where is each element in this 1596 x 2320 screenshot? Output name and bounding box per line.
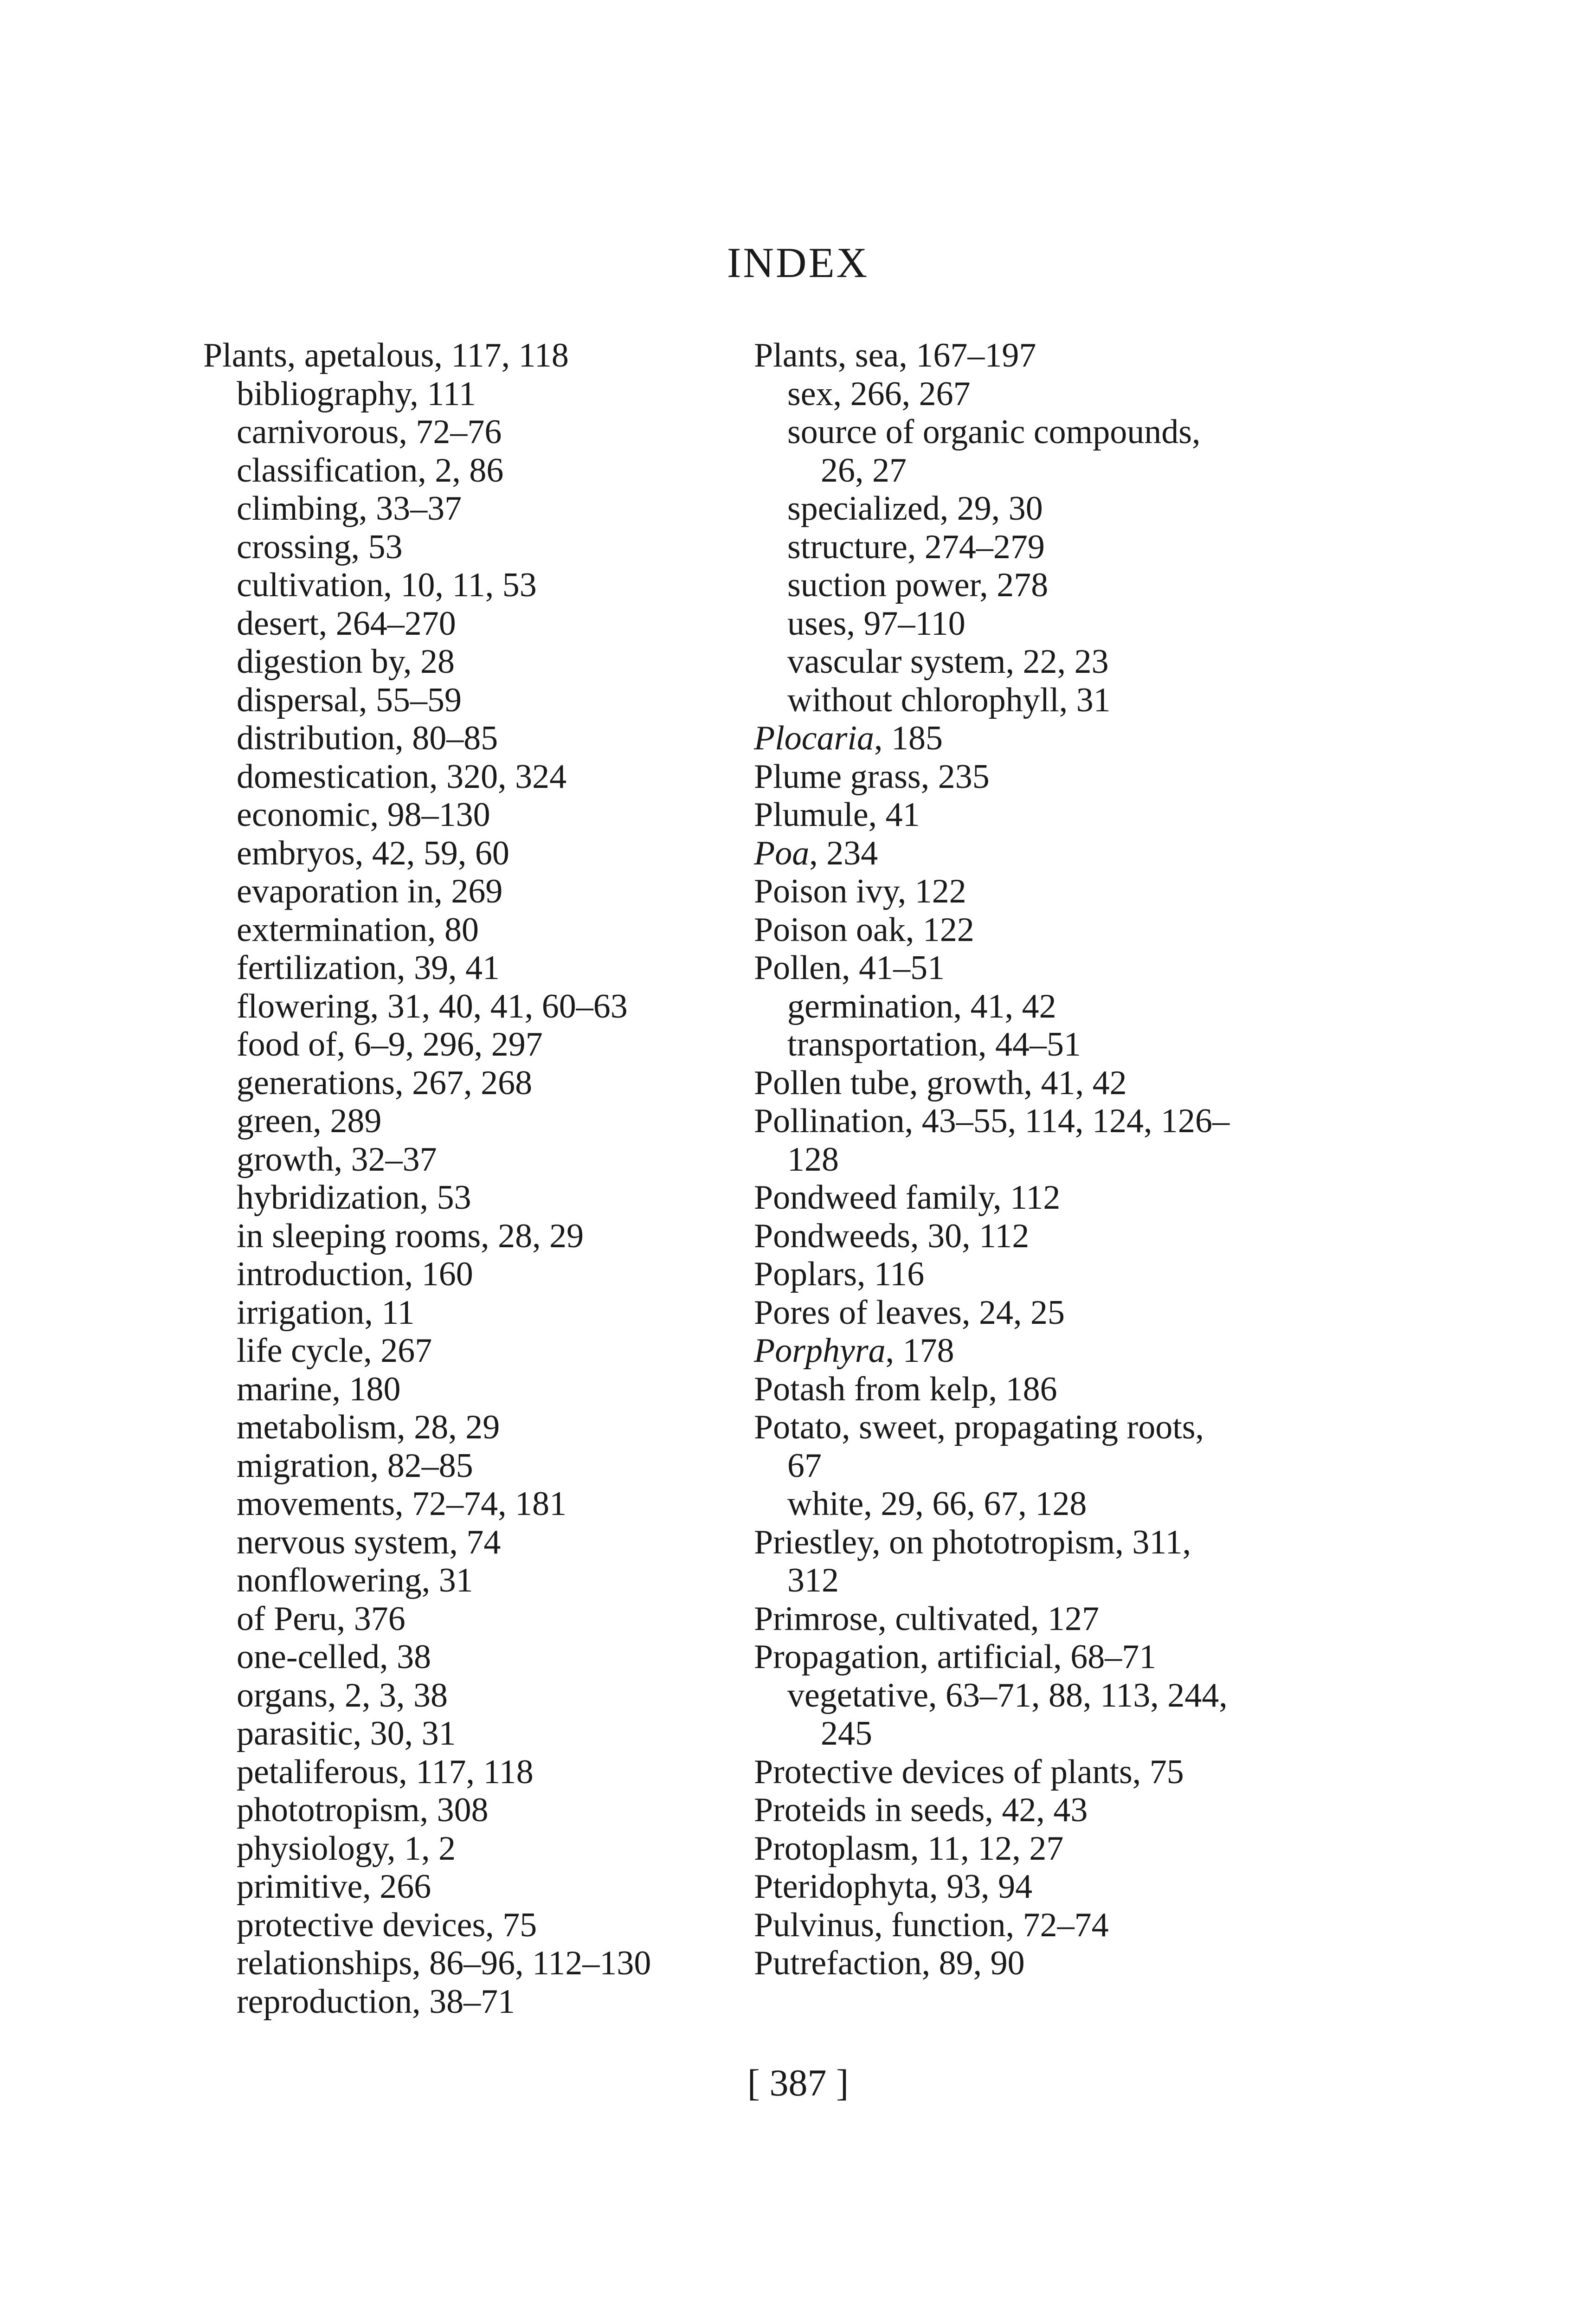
index-entry: white, 29, 66, 67, 128 [787,1485,1087,1523]
index-entry: Plumule, 41 [754,796,920,834]
index-entry: Putrefaction, 89, 90 [754,1944,1025,1982]
page-number: [ 387 ] [747,2062,849,2104]
index-entry: nonflowering, 31 [237,1561,473,1599]
index-entry: migration, 82–85 [237,1446,473,1485]
index-entry: domestication, 320, 324 [237,757,567,796]
index-entry: classification, 2, 86 [237,451,504,490]
index-entry: sex, 266, 267 [787,374,971,413]
index-entry: source of organic compounds, [787,413,1201,451]
index-entry: vascular system, 22, 23 [787,643,1109,681]
page-title: INDEX [727,239,869,286]
index-entry: phototropism, 308 [237,1791,489,1829]
index-entry: germination, 41, 42 [787,987,1056,1025]
index-entry: Protoplasm, 11, 12, 27 [754,1829,1064,1868]
index-column-left [203,336,760,2021]
index-entry: irrigation, 11 [237,1293,415,1332]
index-entry: Potash from kelp, 186 [754,1370,1057,1408]
index-entry: Poison oak, 122 [754,910,974,949]
index-entry: Pondweeds, 30, 112 [754,1217,1030,1255]
index-entry: Pollination, 43–55, 114, 124, 126– [754,1102,1230,1140]
index-entry: structure, 274–279 [787,528,1045,566]
index-entry: transportation, 44–51 [787,1025,1081,1063]
index-entry [754,719,1311,758]
index-entry: introduction, 160 [237,1255,473,1293]
index-entry [754,1332,1311,1370]
index-entry: of Peru, 376 [237,1599,405,1638]
index-entry: economic, 98–130 [237,796,490,834]
index-entry: without chlorophyll, 31 [787,681,1111,719]
index-entry: Primrose, cultivated, 127 [754,1599,1099,1638]
index-entry: embryos, 42, 59, 60 [237,834,509,872]
index-entry: marine, 180 [237,1370,401,1408]
index-entry: Pondweed family, 112 [754,1179,1061,1217]
index-entry: suction power, 278 [787,566,1049,604]
index-entry: carnivorous, 72–76 [237,413,502,451]
index-entry-pages: , 185 [874,719,943,757]
index-entry: specialized, 29, 30 [787,490,1043,528]
index-entry: Pulvinus, function, 72–74 [754,1906,1109,1944]
index-entry-italic-head: Porphyra [754,1332,886,1370]
index-entry: cultivation, 10, 11, 53 [237,566,537,604]
index-entry: Pollen, 41–51 [754,949,945,987]
index-entry: petaliferous, 117, 118 [237,1753,534,1791]
index-entry: green, 289 [237,1102,382,1140]
index-entry: distribution, 80–85 [237,719,498,757]
index-entry: bibliography, 111 [237,374,476,413]
index-entry: digestion by, 28 [237,643,455,681]
index-entry: parasitic, 30, 31 [237,1714,456,1753]
index-entry: nervous system, 74 [237,1523,501,1561]
index-entry: reproduction, 38–71 [237,1982,515,2021]
index-entry: Poplars, 116 [754,1255,925,1293]
index-entry: dispersal, 55–59 [237,681,462,719]
index-entry: Protective devices of plants, 75 [754,1753,1184,1791]
index-entry-italic-head: Poa [754,834,810,872]
index-entry: in sleeping rooms, 28, 29 [237,1217,584,1255]
index-entry: vegetative, 63–71, 88, 113, 244, [787,1676,1228,1714]
index-column-right [754,336,1311,1983]
index-entry: relationships, 86–96, 112–130 [237,1944,651,1982]
index-entry: Proteids in seeds, 42, 43 [754,1791,1088,1829]
index-entry: metabolism, 28, 29 [237,1408,500,1446]
index-entry: Pores of leaves, 24, 25 [754,1293,1065,1332]
index-entry-italic-head: Plocaria [754,719,874,757]
index-entry: 26, 27 [821,451,907,490]
index-entry: Pollen tube, growth, 41, 42 [754,1063,1127,1102]
index-entry: 67 [787,1446,822,1485]
index-entry: extermination, 80 [237,910,479,949]
index-entry: one-celled, 38 [237,1638,431,1676]
index-entry: growth, 32–37 [237,1140,437,1179]
index-entry: uses, 97–110 [787,604,965,643]
index-entry: Plants, sea, 167–197 [754,336,1036,374]
index-entry-pages: , 178 [885,1332,954,1370]
index-entry: desert, 264–270 [237,604,456,643]
index-entry: generations, 267, 268 [237,1063,533,1102]
index-entry-pages: , 234 [809,834,878,872]
index-entry: Plume grass, 235 [754,757,990,796]
index-entry: life cycle, 267 [237,1332,432,1370]
index-entry: Propagation, artificial, 68–71 [754,1638,1157,1676]
index-entry: flowering, 31, 40, 41, 60–63 [237,987,628,1025]
index-entry: organs, 2, 3, 38 [237,1676,448,1714]
index-entry: physiology, 1, 2 [237,1829,456,1868]
index-entry: fertilization, 39, 41 [237,949,500,987]
index-entry: hybridization, 53 [237,1179,471,1217]
index-entry: climbing, 33–37 [237,490,462,528]
index-entry: primitive, 266 [237,1868,431,1906]
index-entry: crossing, 53 [237,528,403,566]
index-entry: evaporation in, 269 [237,872,503,910]
index-entry: movements, 72–74, 181 [237,1485,567,1523]
index-entry: 245 [821,1714,872,1753]
index-entry: protective devices, 75 [237,1906,537,1944]
index-entry: Poison ivy, 122 [754,872,966,910]
index-entry: Potato, sweet, propagating roots, [754,1408,1204,1446]
index-entry: Plants, apetalous, 117, 118 [203,336,569,374]
index-entry: Pteridophyta, 93, 94 [754,1868,1033,1906]
index-entry [754,834,1311,873]
index-entry: 128 [787,1140,839,1179]
index-entry: food of, 6–9, 296, 297 [237,1025,543,1063]
index-entry: Priestley, on phototropism, 311, [754,1523,1191,1561]
index-entry: 312 [787,1561,839,1599]
